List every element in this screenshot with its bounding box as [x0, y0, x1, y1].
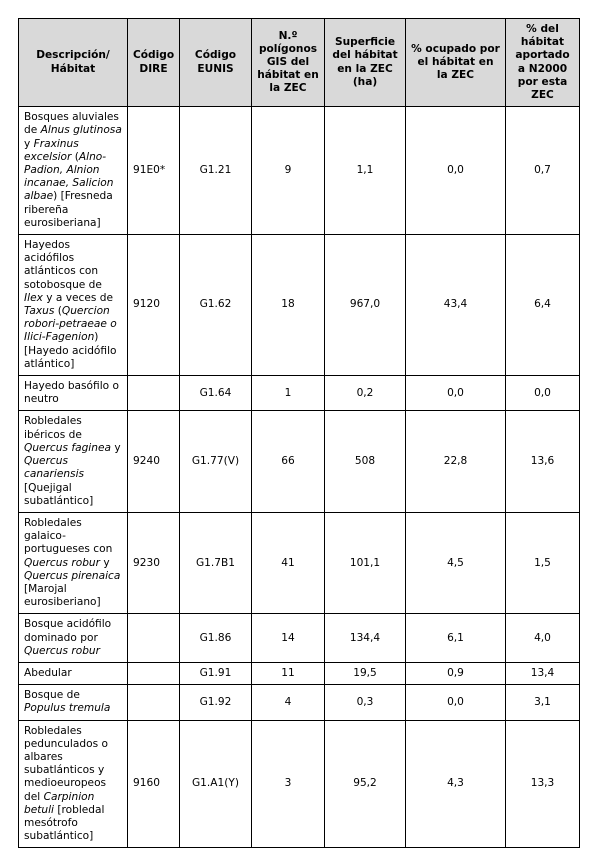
description-text: (	[54, 305, 62, 318]
header-descripcion: Descripción/ Hábitat	[19, 19, 128, 107]
cell-descripcion	[19, 376, 128, 411]
cell-codigo-dire	[128, 662, 180, 684]
cell-porcentaje-ocupado: 22,8	[406, 411, 506, 512]
species-name: Carpinion betuli	[24, 790, 95, 816]
cell-porcentaje-ocupado: 43,4	[406, 235, 506, 376]
cell-num-poligonos: 11	[252, 662, 325, 684]
description-text: ) [Hayedo acidófilo atlántico]	[24, 331, 117, 370]
description-text: [robledal mesótrofo subatlántico]	[24, 803, 105, 843]
description-text: Abedular	[24, 666, 72, 679]
species-name: Quercus faginea	[24, 441, 111, 454]
cell-porcentaje-ocupado: 4,5	[406, 512, 506, 613]
species-name: Taxus	[24, 305, 55, 318]
cell-codigo-dire: 91E0*	[128, 107, 180, 235]
cell-codigo-dire	[128, 376, 180, 411]
cell-superficie: 508	[325, 411, 406, 512]
header-codigo-eunis: Código EUNIS	[180, 19, 252, 107]
header-codigo-dire: Código DIRE	[128, 19, 180, 107]
species-name: Quercus robur	[24, 556, 100, 569]
cell-superficie: 95,2	[325, 720, 406, 848]
cell-porcentaje-aportado: 13,4	[506, 662, 580, 684]
cell-porcentaje-aportado: 1,5	[506, 512, 580, 613]
cell-descripcion	[19, 235, 128, 376]
cell-porcentaje-ocupado: 0,9	[406, 662, 506, 684]
description-text: y	[24, 137, 34, 150]
cell-codigo-eunis: G1.91	[180, 662, 252, 684]
header-porcentaje-ocupado: % ocupado por el hábitat en la ZEC	[406, 19, 506, 107]
cell-superficie: 134,4	[325, 614, 406, 663]
cell-codigo-dire: 9120	[128, 235, 180, 376]
header-porcentaje-aportado: % del hábitat aportado a N2000 por esta ZEC	[506, 19, 580, 107]
cell-porcentaje-ocupado: 6,1	[406, 614, 506, 663]
header-num-poligonos: N.º polígonos GIS del hábitat en la ZEC	[252, 19, 325, 107]
cell-num-poligonos: 41	[252, 512, 325, 613]
cell-codigo-eunis: G1.7B1	[180, 512, 252, 613]
cell-num-poligonos: 9	[252, 107, 325, 235]
table-row	[19, 662, 580, 684]
cell-superficie: 1,1	[325, 107, 406, 235]
description-text: [Quejigal subatlántico]	[24, 481, 94, 507]
description-text: y a veces de	[42, 291, 113, 304]
table-row	[19, 411, 580, 512]
description-text: y	[99, 556, 110, 569]
cell-porcentaje-ocupado: 4,3	[406, 720, 506, 848]
species-name: Populus tremula	[24, 702, 111, 715]
table-row	[19, 614, 580, 663]
table-row	[19, 685, 580, 720]
description-text: Bosque acidófilo dominado por	[24, 618, 112, 644]
species-name: Fraxinus excelsior	[24, 137, 79, 163]
cell-codigo-dire: 9240	[128, 411, 180, 512]
cell-codigo-eunis: G1.A1(Y)	[180, 720, 252, 848]
description-text: Robledales galaico-portugueses con	[24, 516, 113, 556]
cell-superficie: 19,5	[325, 662, 406, 684]
description-text: ) [Fresneda ribereña eurosiberiana]	[24, 190, 113, 229]
cell-porcentaje-aportado: 3,1	[506, 685, 580, 720]
cell-num-poligonos: 66	[252, 411, 325, 512]
cell-codigo-dire	[128, 685, 180, 720]
description-text: y	[110, 441, 121, 454]
cell-descripcion	[19, 685, 128, 720]
cell-descripcion	[19, 614, 128, 663]
cell-codigo-eunis: G1.77(V)	[180, 411, 252, 512]
header-superficie: Superficie del hábitat en la ZEC (ha)	[325, 19, 406, 107]
habitat-table	[18, 18, 580, 848]
species-name: Ilex	[24, 291, 43, 304]
cell-porcentaje-aportado: 0,7	[506, 107, 580, 235]
description-text: (	[71, 150, 79, 163]
species-name: Alnus glutinosa	[40, 124, 122, 137]
description-text: Robledales ibéricos de	[24, 415, 82, 441]
cell-porcentaje-aportado: 6,4	[506, 235, 580, 376]
table-row	[19, 376, 580, 411]
cell-num-poligonos: 1	[252, 376, 325, 411]
cell-porcentaje-aportado: 13,3	[506, 720, 580, 848]
cell-codigo-eunis: G1.21	[180, 107, 252, 235]
cell-porcentaje-ocupado: 0,0	[406, 107, 506, 235]
cell-num-poligonos: 3	[252, 720, 325, 848]
cell-porcentaje-aportado: 0,0	[506, 376, 580, 411]
cell-num-poligonos: 18	[252, 235, 325, 376]
cell-descripcion	[19, 107, 128, 235]
cell-codigo-eunis: G1.92	[180, 685, 252, 720]
description-text: Hayedo basófilo o neutro	[24, 380, 119, 406]
cell-porcentaje-ocupado: 0,0	[406, 376, 506, 411]
cell-porcentaje-aportado: 4,0	[506, 614, 580, 663]
cell-codigo-eunis: G1.86	[180, 614, 252, 663]
cell-descripcion	[19, 720, 128, 848]
cell-superficie: 0,3	[325, 685, 406, 720]
table-row	[19, 235, 580, 376]
species-name: Quercus canariensis	[24, 455, 85, 481]
cell-codigo-dire	[128, 614, 180, 663]
description-text: Bosque de	[24, 689, 80, 702]
cell-porcentaje-aportado: 13,6	[506, 411, 580, 512]
cell-num-poligonos: 14	[252, 614, 325, 663]
description-text: [Marojal eurosiberiano]	[24, 582, 101, 609]
cell-superficie: 967,0	[325, 235, 406, 376]
species-name: Quercus robur	[24, 644, 100, 657]
cell-porcentaje-ocupado: 0,0	[406, 685, 506, 720]
cell-descripcion	[19, 512, 128, 613]
cell-superficie: 0,2	[325, 376, 406, 411]
table-row	[19, 720, 580, 848]
header-row	[19, 19, 580, 107]
table-row	[19, 107, 580, 235]
cell-codigo-dire: 9160	[128, 720, 180, 848]
cell-num-poligonos: 4	[252, 685, 325, 720]
cell-codigo-eunis: G1.62	[180, 235, 252, 376]
table-row	[19, 512, 580, 613]
cell-superficie: 101,1	[325, 512, 406, 613]
description-text: Bosques aluviales de	[24, 111, 119, 137]
cell-codigo-eunis: G1.64	[180, 376, 252, 411]
description-text: Robledales pedunculados o albares subatlánticos y medioeuropeos del	[24, 724, 108, 803]
description-text: Hayedos acidófilos atlánticos con sotobosque de	[24, 239, 102, 291]
species-name: Quercion robori-petraeae o Ilici-Fagenion	[24, 305, 117, 344]
species-name: Alno-Padion, Alnion incanae, Salicion albae	[24, 150, 114, 203]
cell-codigo-dire: 9230	[128, 512, 180, 613]
cell-descripcion	[19, 662, 128, 684]
cell-descripcion	[19, 411, 128, 512]
species-name: Quercus pirenaica	[24, 569, 121, 582]
